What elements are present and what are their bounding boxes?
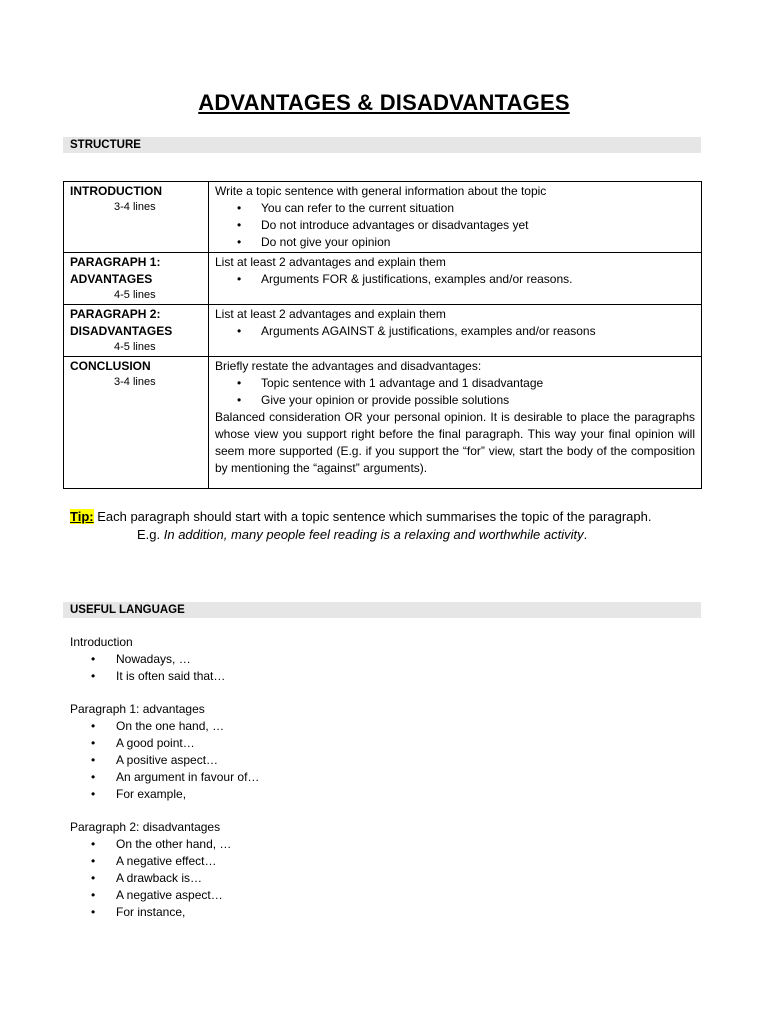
structure-bullet-list	[215, 200, 695, 251]
structure-table	[63, 181, 702, 489]
language-phrase: • It is often said that…	[70, 668, 225, 685]
structure-section-name: INTRODUCTION	[70, 184, 162, 198]
structure-bullet-list	[215, 375, 695, 409]
useful-language-heading: USEFUL LANGUAGE	[63, 602, 701, 618]
structure-description-cell	[209, 253, 702, 305]
language-phrase: • For example,	[70, 786, 259, 803]
structure-bullet: • Arguments AGAINST & justifications, examples and/or reasons	[215, 323, 695, 340]
structure-bullet-list	[215, 323, 695, 340]
structure-description-cell	[209, 357, 702, 489]
structure-bullet: • You can refer to the current situation	[215, 200, 695, 217]
language-phrase-list	[70, 836, 231, 921]
language-group-heading: Paragraph 1: advantages	[70, 702, 205, 716]
structure-bullet: • Arguments FOR & justifications, examples and/or reasons.	[215, 271, 695, 288]
language-phrase: • On the one hand, …	[70, 718, 259, 735]
language-group-heading: Introduction	[70, 635, 133, 649]
structure-lead: Write a topic sentence with general information about the topic	[215, 184, 547, 198]
structure-lead: List at least 2 advantages and explain them	[215, 307, 446, 321]
structure-row	[64, 182, 702, 253]
language-phrase: • For instance,	[70, 904, 231, 921]
language-phrase: • A drawback is…	[70, 870, 231, 887]
structure-bullet: • Do not give your opinion	[215, 234, 695, 251]
structure-section-name: CONCLUSION	[70, 359, 151, 373]
tip-example-end: .	[583, 527, 588, 542]
structure-lead: Briefly restate the advantages and disadvantages:	[215, 359, 482, 373]
tip-example-text: In addition, many people feel reading is a relaxing and worthwhile activity	[163, 527, 584, 542]
structure-section-cell	[64, 305, 209, 357]
tip-label: Tip:	[70, 509, 94, 524]
structure-section-name: PARAGRAPH 1: ADVANTAGES	[70, 255, 161, 286]
structure-section-cell	[64, 182, 209, 253]
tip-text	[70, 508, 670, 526]
structure-lead: List at least 2 advantages and explain them	[215, 255, 446, 269]
structure-section-lines: 4-5 lines	[114, 341, 156, 353]
structure-section-lines: 3-4 lines	[114, 201, 156, 213]
structure-row	[64, 305, 702, 357]
language-group-paragraph-1	[70, 701, 259, 803]
structure-section-lines: 3-4 lines	[114, 376, 156, 388]
structure-bullet: • Do not introduce advantages or disadvantages yet	[215, 217, 695, 234]
language-group-paragraph-2	[70, 819, 231, 921]
language-phrase-list	[70, 651, 225, 685]
structure-section-lines: 4-5 lines	[114, 289, 156, 301]
structure-section-cell	[64, 253, 209, 305]
structure-section-cell	[64, 357, 209, 489]
tip-block	[70, 508, 670, 544]
structure-row	[64, 357, 702, 489]
language-phrase: • On the other hand, …	[70, 836, 231, 853]
tip-body: Each paragraph should start with a topic sentence which summarises the topic of the paragraph.	[93, 509, 652, 524]
language-phrase-list	[70, 718, 259, 803]
language-group-introduction	[70, 634, 225, 685]
structure-bullet: • Topic sentence with 1 advantage and 1 disadvantage	[215, 375, 695, 392]
structure-extra-text: Balanced consideration OR your personal opinion. It is desirable to place the paragraphs whose view you support right before the final paragraph. This way your final opinion will seem more supported (E.g. if you support the “for” view, start the body of the composition by mentioning the “against” arguments).	[215, 410, 695, 475]
structure-section-name: PARAGRAPH 2: DISADVANTAGES	[70, 307, 173, 338]
structure-heading: STRUCTURE	[63, 137, 701, 153]
language-phrase: • A negative effect…	[70, 853, 231, 870]
structure-description-cell	[209, 182, 702, 253]
language-phrase: • A negative aspect…	[70, 887, 231, 904]
language-phrase: • A good point…	[70, 735, 259, 752]
structure-bullet-list	[215, 271, 695, 288]
structure-description-cell	[209, 305, 702, 357]
page-title: ADVANTAGES & DISADVANTAGES	[198, 90, 570, 115]
structure-row	[64, 253, 702, 305]
language-phrase: • Nowadays, …	[70, 651, 225, 668]
language-phrase: • A positive aspect…	[70, 752, 259, 769]
structure-bullet: • Give your opinion or provide possible solutions	[215, 392, 695, 409]
language-group-heading: Paragraph 2: disadvantages	[70, 820, 221, 834]
tip-example-prefix: E.g.	[137, 527, 164, 542]
tip-example	[70, 526, 670, 544]
language-phrase: • An argument in favour of…	[70, 769, 259, 786]
